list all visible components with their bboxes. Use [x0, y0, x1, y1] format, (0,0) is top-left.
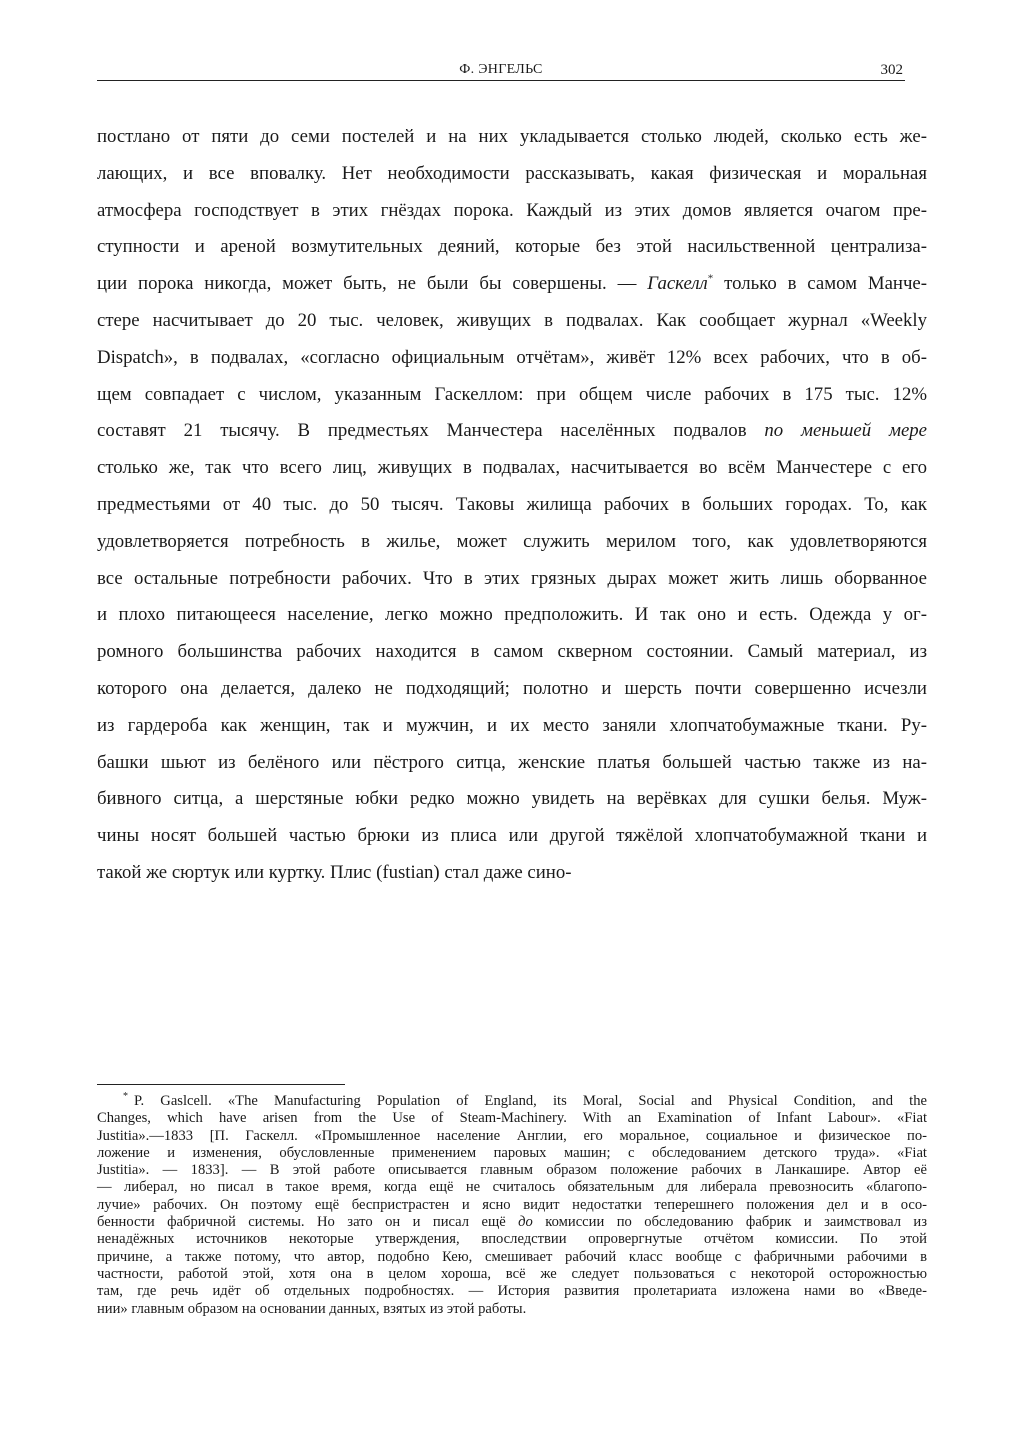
footnote-line [97, 1214, 927, 1231]
body-line [97, 413, 927, 450]
footnote-text-run: комиссии по обследованию фабрик и заимствовал из [532, 1214, 927, 1231]
body-text-run: ции порока никогда, может быть, не были бы совершены. — [97, 273, 648, 295]
footnote-line: ненадёжных источников некоторые утверждения, впоследствии опровергнутые отчётом комиссии. По этой [97, 1231, 927, 1248]
footnote-line: причине, а также потому, что автор, подобно Кею, смешивает рабочий класс вообще с фабричными рабочими в [97, 1248, 927, 1265]
body-line: щем совпадает с числом, указанным Гаскеллом: при общем числе рабочих в 175 тыс. 12% [97, 383, 927, 405]
footnote-line: Justitia». — 1833]. — В этой работе описывается главным образом положение рабочих в Ланкашире. Автор её [97, 1162, 927, 1179]
body-line: стере насчитывает до 20 тыс. человек, живущих в подвалах. Как сообщает журнал «Weekly [97, 309, 927, 331]
footnote-line: ложение и изменения, обусловленные применением паровых машин; с обследованием детского труда». «Fiat [97, 1144, 927, 1161]
body-line: лающих, и все вповалку. Нет необходимости рассказывать, какая физическая и моральная [97, 162, 927, 184]
body-line: ромного большинства рабочих находится в самом скверном состоянии. Самый материал, из [97, 641, 927, 663]
footnote-line: нии» главным образом на основании данных, взятых из этой работы. [97, 1300, 527, 1317]
footnote-marker: * [123, 1091, 128, 1103]
footnote-separator [97, 1084, 345, 1085]
body-line: которого она делается, далеко не подходящий; полотно и шерсть почти совершенно исчезли [97, 677, 927, 699]
emphasis-text: по меньшей мере [764, 420, 928, 442]
body-line: и плохо питающееся население, легко можно предположить. И так оно и есть. Одежда у ог- [97, 604, 927, 626]
emphasis-author-name: Гаскелл [647, 273, 708, 295]
footnote [97, 1093, 927, 1318]
footnote-text-run: бенности фабричной системы. Но зато он и писал ещё [97, 1214, 519, 1231]
body-text-run: составят 21 тысячу. В предместьях Манчестера населённых подвалов [97, 420, 765, 442]
body-line [97, 266, 927, 303]
body-line: предместьями от 40 тыс. до 50 тысяч. Таковы жилища рабочих в больших городах. То, как [97, 493, 927, 515]
footnote-emphasis: до [518, 1214, 533, 1231]
running-header [97, 62, 905, 81]
footnote-line: частности, работой этой, хотя она в целом хороша, всё же следует пользоваться с некоторой осторожностью [97, 1265, 927, 1282]
body-text [97, 119, 927, 892]
footnote-reference: * [707, 272, 714, 285]
body-line: постлано от пяти до семи постелей и на них укладывается столько людей, сколько есть же- [97, 126, 927, 147]
body-line: бивного ситца, а шерстяные юбки редко можно увидеть на верёвках для сушки белья. Муж- [97, 788, 927, 810]
footnote-line: Changes, which have arisen from the Use of Steam-Machinery. With an Examination of Infant Labour». «Fiat [97, 1110, 927, 1127]
body-line: башки шьют из белёного или пёстрого ситца, женские платья большей частью также из на- [97, 751, 927, 773]
footnote-text-run: P. Gaslcell. «The Manufacturing Population of England, its Moral, Social and Physical Condition, and the [134, 1093, 927, 1109]
body-line: атмосфера господствует в этих гнёздах порока. Каждый из этих домов является очагом пре- [97, 199, 927, 221]
body-line: такой же сюртук или куртку. Плис (fustian) стал даже сино- [97, 861, 572, 883]
body-line: чины носят большей частью брюки из плиса или другой тяжёлой хлопчатобумажной ткани и [97, 825, 927, 847]
body-line: столько же, так что всего лиц, живущих в подвалах, насчитывается во всём Манчестере с его [97, 457, 927, 479]
body-line: ступности и ареной возмутительных деяний, которые без этой насильственной централиза- [97, 236, 927, 258]
body-text-run: только в самом Манче- [713, 273, 927, 295]
footnote-line: лучие» рабочих. Он поэтому ещё беспристрастен и ясно видит недостатки теперешнего положения дел и в осо- [97, 1196, 927, 1213]
body-line: из гардероба как женщин, так и мужчин, и их место заняли хлопчатобумажные ткани. Ру- [97, 714, 927, 736]
body-line: все остальные потребности рабочих. Что в этих грязных дырах может жить лишь оборванное [97, 567, 927, 589]
footnote-line [97, 1093, 927, 1110]
footnote-line: — либерал, но писал в такое время, когда ещё не считалось обязательным для либерала превозносить «благопо- [97, 1179, 927, 1196]
footnote-line: Justitia».—1833 [П. Гаскелл. «Промышленное население Англии, его моральное, социальное и физическое по- [97, 1127, 927, 1144]
body-line: Dispatch», в подвалах, «согласно официальным отчётам», живёт 12% всех рабочих, что в об- [97, 346, 927, 368]
footnote-line: там, где речь идёт об отдельных подробностях. — История развития пролетариата изложена нами во «Введе- [97, 1283, 927, 1300]
running-header-title: Ф. ЭНГЕЛЬС [459, 62, 543, 77]
body-line: удовлетворяется потребность в жилье, может служить мерилом того, как удовлетворяются [97, 530, 927, 552]
page-number: 302 [880, 62, 903, 78]
